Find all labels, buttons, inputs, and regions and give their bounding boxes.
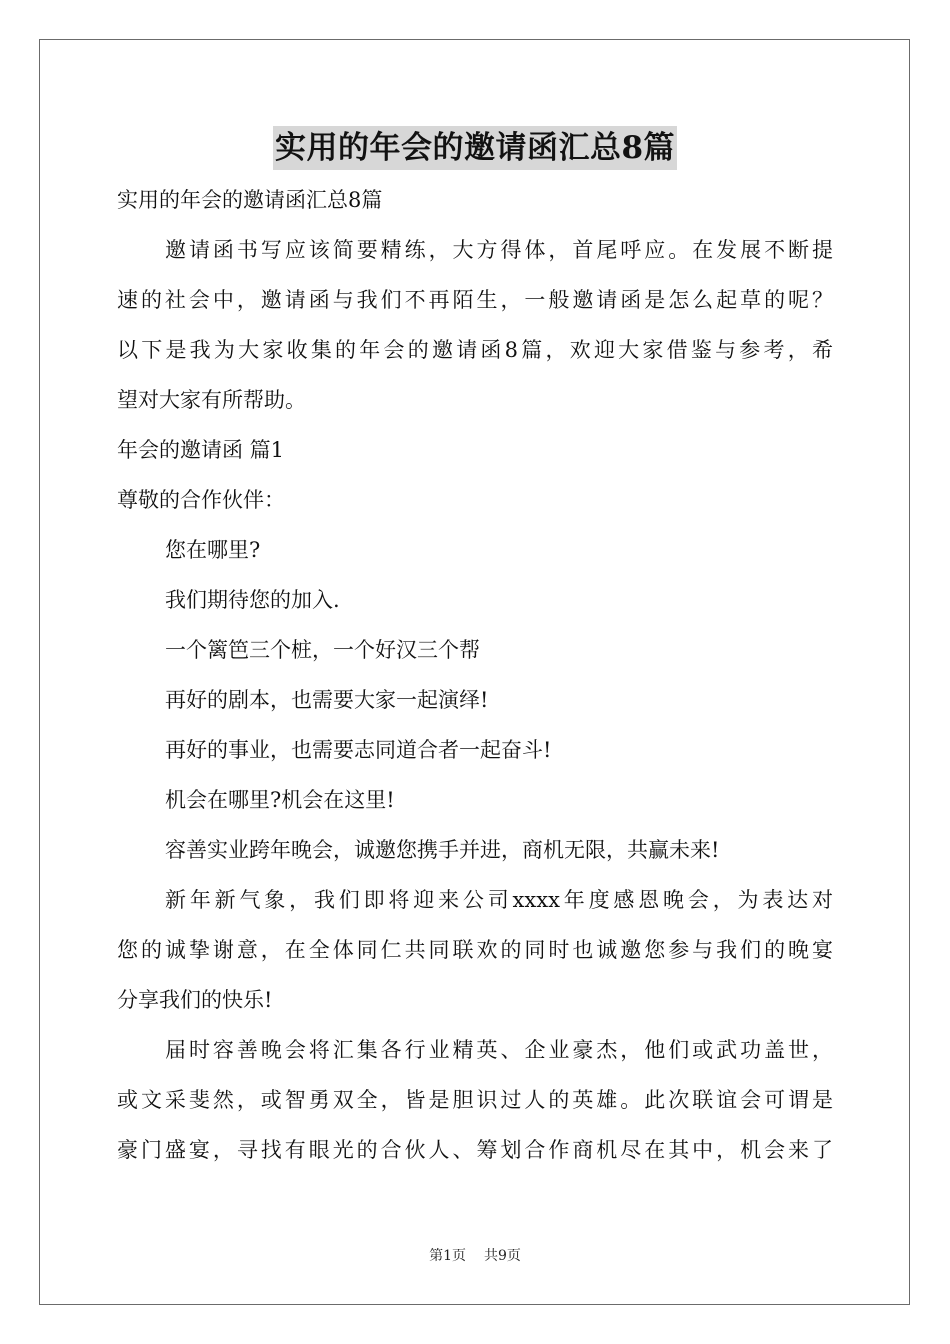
text-line: 您的诚挚谢意，在全体同仁共同联欢的同时也诚邀您参与我们的晚宴 (117, 938, 833, 962)
text-line: 容善实业跨年晚会，诚邀您携手并进，商机无限，共赢未来! (165, 838, 720, 862)
text-line: 机会在哪里?机会在这里! (165, 788, 395, 812)
text-line: 豪门盛宴，寻找有眼光的合伙人、筹划合作商机尽在其中，机会来了 (117, 1138, 833, 1162)
text-line: 或文采斐然，或智勇双全，皆是胆识过人的英雄。此次联谊会可谓是 (117, 1088, 833, 1112)
text-line: 以下是我为大家收集的年会的邀请函8篇，欢迎大家借鉴与参考，希 (117, 338, 833, 362)
page-footer (0, 1246, 950, 1266)
text-line: 再好的事业，也需要志同道合者一起奋斗! (165, 738, 552, 762)
document-body (117, 178, 833, 1178)
text-line: 一个篱笆三个桩，一个好汉三个帮 (165, 638, 480, 662)
text-line: 尊敬的合作伙伴： (117, 488, 285, 512)
text-line: 我们期待您的加入. (165, 588, 340, 612)
text-line: 再好的剧本，也需要大家一起演绎! (165, 688, 489, 712)
text-line: 您在哪里? (165, 538, 261, 562)
text-line: 邀请函书写应该简要精练，大方得体，首尾呼应。在发展不断提 (165, 238, 833, 262)
document-title: 实用的年会的邀请函汇总8篇 (273, 126, 677, 170)
page-number: 第1页 (429, 1248, 466, 1264)
title-container (0, 126, 950, 170)
text-line: 届时容善晚会将汇集各行业精英、企业豪杰，他们或武功盖世， (165, 1038, 833, 1062)
text-line: 年会的邀请函 篇1 (117, 438, 285, 462)
text-line: 新年新气象，我们即将迎来公司xxxx年度感恩晚会，为表达对 (165, 888, 833, 912)
text-line: 分享我们的快乐! (117, 988, 273, 1012)
page-total: 共9页 (484, 1248, 521, 1264)
text-line: 实用的年会的邀请函汇总8篇 (117, 188, 383, 212)
text-line: 望对大家有所帮助。 (117, 388, 306, 412)
text-line: 速的社会中，邀请函与我们不再陌生，一般邀请函是怎么起草的呢？ (117, 288, 833, 312)
